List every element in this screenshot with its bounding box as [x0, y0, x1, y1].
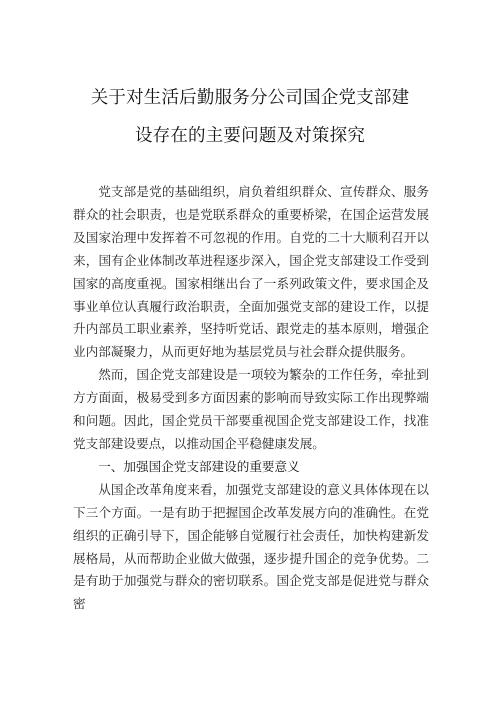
document-title-line-1: 关于对生活后勤服务分公司国企党支部建: [90, 88, 410, 108]
document-body: [73, 181, 429, 616]
section-heading-1: 一、加强国企党支部建设的重要意义: [98, 458, 300, 474]
paragraph-section-1: 从国企改革角度来看，加强党支部建设的意义具体体现在以下三个方面。一是有助于把握国企改革发展方向的准确性。在党组织的正确引导下，国企能够自觉履行社会责任，加快构建新发展格局，从而帮助企业做大做强，逐步提升国企的竞争优势。二是有助于加强党与群众的密切联系。国企党支部是促进党与群众密: [73, 481, 429, 612]
paragraph-intro: 党支部是党的基础组织，肩负着组织群众、宣传群众、服务群众的社会职责，也是党联系群众的重要桥梁，在国企运营发展及国家治理中发挥着不可忽视的作用。自党的二十大顺利召开以来，国有企业体制改革进程逐步深入，国企党支部建设工作受到国家的高度重视。国家相继出台了一系列政策文件，要求国企及事业单位认真履行政治职责，全面加强党支部的建设工作，以提升内部员工职业素养，坚持听党话、跟党走的基本原则，增强企业内部凝聚力，从而更好地为基层党员与社会群众提供服务。: [73, 184, 429, 360]
document-title-line-2: 设存在的主要问题及对策探究: [134, 126, 366, 146]
paragraph-however: 然而，国企党支部建设是一项较为繁杂的工作任务，牵扯到方方面面，极易受到多方面因素的影响而导致实际工作出现弊端和问题。因此，国企党员干部要重视国企党支部建设工作，找准党支部建设要点，以推动国企平稳健康发展。: [73, 367, 429, 451]
